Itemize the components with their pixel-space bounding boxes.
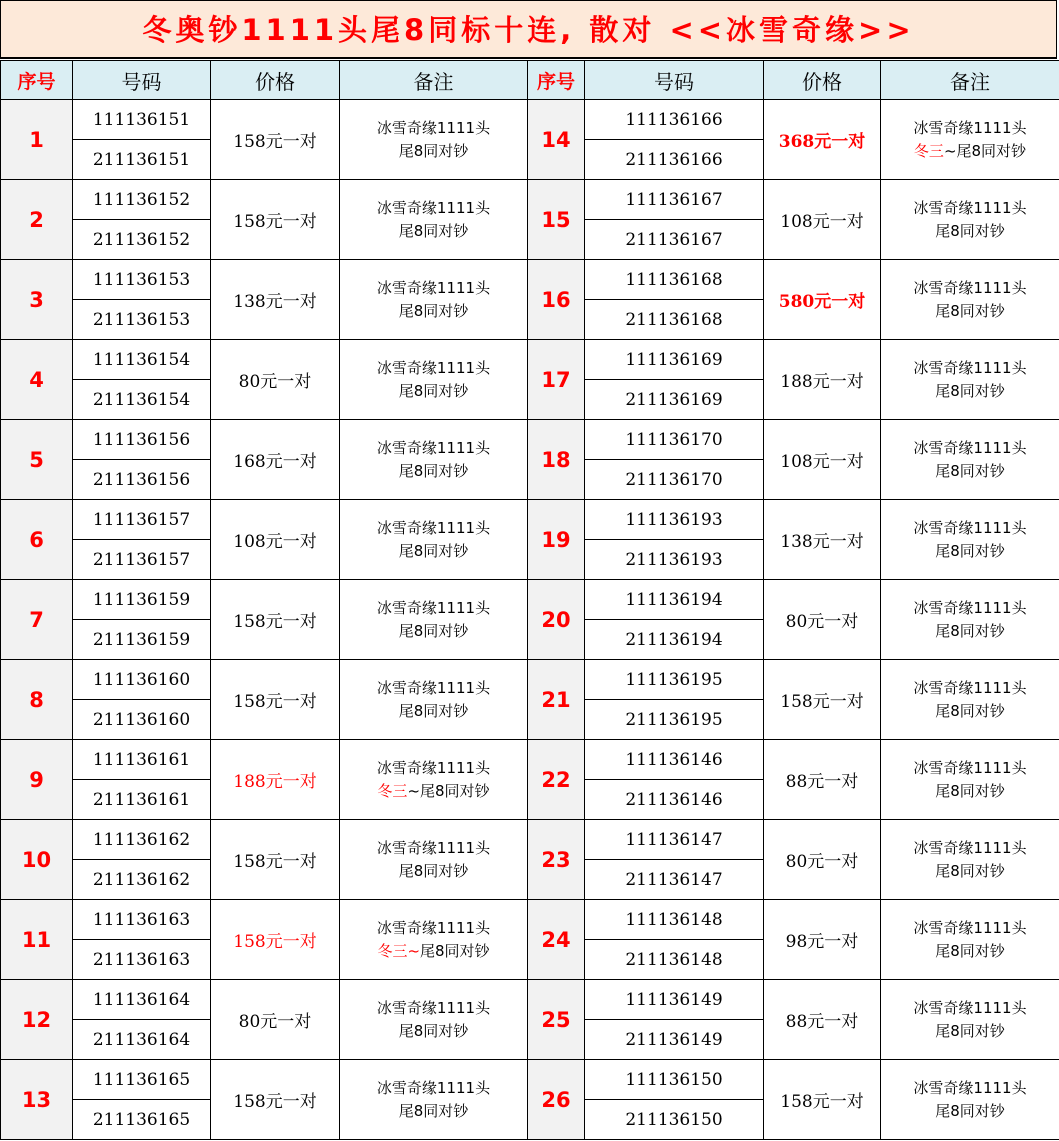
row-seq: 21 [528,660,585,740]
row-seq: 14 [528,100,585,180]
row-seq: 1 [1,100,73,180]
serial-number: 211136160 [73,700,211,740]
note-text: 尾8同对钞 [398,381,469,400]
note-line-2 [881,860,1059,883]
row-seq: 11 [1,900,73,980]
note-line-2 [881,620,1059,643]
serial-number: 211136170 [585,460,764,500]
price-cell: 98元一对 [764,900,881,980]
note-line-2 [881,380,1059,403]
serial-number: 111136195 [585,660,764,700]
note-line-1: 冰雪奇缘1111头 [376,518,491,537]
header-seq-left: 序号 [1,61,73,100]
note-line-2 [881,140,1059,163]
serial-number: 111136194 [585,580,764,620]
price-cell: 188元一对 [211,740,340,820]
serial-number: 111136161 [73,740,211,780]
table-row [1,580,1059,620]
serial-number: 211136157 [73,540,211,580]
row-seq: 7 [1,580,73,660]
table-row [1,180,1059,220]
serial-number: 111136146 [585,740,764,780]
price-cell: 158元一对 [211,180,340,260]
note-cell [881,980,1059,1060]
serial-number: 211136164 [73,1020,211,1060]
note-text: 尾8同对钞 [935,861,1005,880]
note-highlight: 冬三 [377,781,408,800]
price-cell: 158元一对 [211,580,340,660]
note-text: 尾8同对钞 [398,541,469,560]
note-text: 尾8同对钞 [935,221,1005,240]
note-text: 尾8同对钞 [420,941,490,960]
header-note-left: 备注 [340,61,528,100]
header-number-right: 号码 [585,61,764,100]
note-cell [881,260,1059,340]
row-seq: 23 [528,820,585,900]
note-text: 尾8同对钞 [935,781,1005,800]
note-text: 尾8同对钞 [935,1101,1005,1120]
note-highlight: 冬三 [913,141,944,160]
note-text: 尾8同对钞 [398,701,469,720]
note-text: 尾8同对钞 [935,381,1005,400]
note-line-1: 冰雪奇缘1111头 [913,758,1027,777]
row-seq: 9 [1,740,73,820]
note-line-1: 冰雪奇缘1111头 [376,758,491,777]
serial-number: 211136163 [73,940,211,980]
serial-number: 111136156 [73,420,211,460]
price-cell: 108元一对 [211,500,340,580]
note-cell [881,180,1059,260]
note-cell [881,420,1059,500]
note-line-1: 冰雪奇缘1111头 [913,598,1027,617]
serial-number: 111136162 [73,820,211,860]
note-cell [340,740,528,820]
serial-number: 211136149 [585,1020,764,1060]
note-cell [881,340,1059,420]
serial-number: 111136193 [585,500,764,540]
row-seq: 17 [528,340,585,420]
note-line-1: 冰雪奇缘1111头 [376,838,491,857]
note-line-1: 冰雪奇缘1111头 [376,118,491,137]
note-line-1: 冰雪奇缘1111头 [913,678,1027,697]
price-cell: 80元一对 [764,820,881,900]
table-row [1,820,1059,860]
note-line-1: 冰雪奇缘1111头 [376,998,491,1017]
price-cell: 158元一对 [211,820,340,900]
note-text: 尾8同对钞 [398,621,469,640]
serial-number: 111136168 [585,260,764,300]
note-line-1: 冰雪奇缘1111头 [913,838,1027,857]
header-row [1,61,1059,100]
price-cell: 158元一对 [211,1060,340,1140]
serial-number: 111136163 [73,900,211,940]
note-line-2 [881,220,1059,243]
price-cell: 108元一对 [764,420,881,500]
note-cell [340,500,528,580]
note-cell [340,100,528,180]
price-cell: 188元一对 [764,340,881,420]
note-cell [881,900,1059,980]
serial-number: 111136165 [73,1060,211,1100]
note-text: 尾8同对钞 [398,141,469,160]
serial-number: 111136152 [73,180,211,220]
price-cell: 88元一对 [764,740,881,820]
note-line-2 [340,140,527,163]
note-line-2 [340,1020,527,1043]
note-line-2 [881,460,1059,483]
serial-number: 111136150 [585,1060,764,1100]
note-cell [340,180,528,260]
row-seq: 4 [1,340,73,420]
note-line-1: 冰雪奇缘1111头 [376,198,491,217]
note-text: 尾8同对钞 [398,1021,469,1040]
note-line-2 [881,300,1059,323]
note-line-1: 冰雪奇缘1111头 [376,438,491,457]
price-cell: 88元一对 [764,980,881,1060]
note-line-1: 冰雪奇缘1111头 [913,278,1027,297]
serial-number: 111136159 [73,580,211,620]
note-line-2 [340,540,527,563]
note-cell [340,260,528,340]
row-seq: 15 [528,180,585,260]
serial-number: 111136148 [585,900,764,940]
price-cell: 108元一对 [764,180,881,260]
serial-number: 111136169 [585,340,764,380]
serial-number: 211136168 [585,300,764,340]
price-cell: 580元一对 [764,260,881,340]
note-cell [881,740,1059,820]
serial-number: 111136147 [585,820,764,860]
price-cell: 158元一对 [211,100,340,180]
row-seq: 5 [1,420,73,500]
serial-number: 211136159 [73,620,211,660]
note-text: 尾8同对钞 [398,221,469,240]
note-line-2 [340,220,527,243]
note-line-2 [340,940,527,963]
note-cell [340,900,528,980]
header-note-right: 备注 [881,61,1059,100]
note-cell [881,500,1059,580]
serial-number: 111136167 [585,180,764,220]
note-line-1: 冰雪奇缘1111头 [376,1078,491,1097]
table-body [1,100,1059,1140]
note-cell [340,580,528,660]
note-line-2 [340,300,527,323]
serial-number: 211136146 [585,780,764,820]
note-line-2 [340,620,527,643]
serial-number: 211136151 [73,140,211,180]
note-text: 尾8同对钞 [935,621,1005,640]
serial-number: 211136161 [73,780,211,820]
header-number-left: 号码 [73,61,211,100]
price-cell: 80元一对 [211,340,340,420]
serial-number: 211136148 [585,940,764,980]
serial-number: 111136164 [73,980,211,1020]
serial-number: 111136157 [73,500,211,540]
note-highlight: 冬三~ [377,941,421,960]
table-row [1,980,1059,1020]
note-line-1: 冰雪奇缘1111头 [376,278,491,297]
header-price-right: 价格 [764,61,881,100]
note-cell [881,660,1059,740]
row-seq: 25 [528,980,585,1060]
table-row [1,420,1059,460]
note-cell [340,420,528,500]
note-line-2 [881,780,1059,803]
note-line-2 [881,1100,1059,1123]
serial-number: 211136169 [585,380,764,420]
serial-number: 111136160 [73,660,211,700]
note-text: 尾8同对钞 [398,301,469,320]
note-line-2 [881,1020,1059,1043]
note-line-1: 冰雪奇缘1111头 [376,678,491,697]
note-line-2 [881,940,1059,963]
serial-number: 111136151 [73,100,211,140]
price-cell: 138元一对 [764,500,881,580]
price-cell: 158元一对 [764,660,881,740]
serial-number: 211136193 [585,540,764,580]
note-line-1: 冰雪奇缘1111头 [913,438,1027,457]
price-cell: 158元一对 [764,1060,881,1140]
note-line-2 [340,700,527,723]
note-line-2 [340,860,527,883]
note-cell [340,660,528,740]
note-line-1: 冰雪奇缘1111头 [913,1078,1027,1097]
serial-number: 211136162 [73,860,211,900]
note-line-1: 冰雪奇缘1111头 [913,118,1027,137]
table-row [1,1060,1059,1100]
note-text: ~尾8同对钞 [407,781,490,800]
note-cell [340,820,528,900]
note-text: 尾8同对钞 [935,461,1005,480]
price-cell: 158元一对 [211,900,340,980]
price-cell: 80元一对 [211,980,340,1060]
serial-number: 211136154 [73,380,211,420]
header-seq-right: 序号 [528,61,585,100]
row-seq: 6 [1,500,73,580]
row-seq: 2 [1,180,73,260]
note-cell [340,340,528,420]
serial-number: 211136156 [73,460,211,500]
serial-number: 111136154 [73,340,211,380]
row-seq: 13 [1,1060,73,1140]
note-line-1: 冰雪奇缘1111头 [376,358,491,377]
header-price-left: 价格 [211,61,340,100]
table-row [1,900,1059,940]
note-line-2 [340,1100,527,1123]
note-line-1: 冰雪奇缘1111头 [913,918,1027,937]
row-seq: 18 [528,420,585,500]
note-line-1: 冰雪奇缘1111头 [913,358,1027,377]
serial-number: 211136166 [585,140,764,180]
serial-number: 211136194 [585,620,764,660]
serial-number: 111136170 [585,420,764,460]
table-row [1,660,1059,700]
note-text: ~尾8同对钞 [943,141,1027,160]
row-seq: 10 [1,820,73,900]
table-row [1,500,1059,540]
serial-number: 211136150 [585,1100,764,1140]
serial-number: 211136147 [585,860,764,900]
note-text: 尾8同对钞 [935,541,1005,560]
serial-number: 211136167 [585,220,764,260]
serial-number: 211136165 [73,1100,211,1140]
note-cell [881,820,1059,900]
note-cell [881,1060,1059,1140]
note-line-2 [881,540,1059,563]
serial-number: 111136149 [585,980,764,1020]
note-text: 尾8同对钞 [935,301,1005,320]
table-row [1,100,1059,140]
note-text: 尾8同对钞 [398,461,469,480]
note-text: 尾8同对钞 [398,1101,469,1120]
serial-number: 211136152 [73,220,211,260]
price-cell: 158元一对 [211,660,340,740]
serial-number: 111136153 [73,260,211,300]
serial-number: 211136153 [73,300,211,340]
serial-number: 111136166 [585,100,764,140]
price-table [0,60,1059,1140]
price-cell: 368元一对 [764,100,881,180]
note-text: 尾8同对钞 [935,701,1005,720]
note-line-2 [881,700,1059,723]
note-text: 尾8同对钞 [935,941,1005,960]
row-seq: 3 [1,260,73,340]
table-row [1,740,1059,780]
price-cell: 168元一对 [211,420,340,500]
price-cell: 80元一对 [764,580,881,660]
row-seq: 8 [1,660,73,740]
note-line-2 [340,780,527,803]
note-line-2 [340,380,527,403]
row-seq: 20 [528,580,585,660]
note-line-1: 冰雪奇缘1111头 [913,198,1027,217]
note-line-1: 冰雪奇缘1111头 [913,518,1027,537]
row-seq: 12 [1,980,73,1060]
price-cell: 138元一对 [211,260,340,340]
note-text: 尾8同对钞 [398,861,469,880]
note-cell [881,100,1059,180]
note-cell [340,980,528,1060]
row-seq: 26 [528,1060,585,1140]
note-text: 尾8同对钞 [935,1021,1005,1040]
note-cell [340,1060,528,1140]
note-line-2 [340,460,527,483]
note-cell [881,580,1059,660]
note-line-1: 冰雪奇缘1111头 [376,598,491,617]
table-row [1,260,1059,300]
note-line-1: 冰雪奇缘1111头 [913,998,1027,1017]
serial-number: 211136195 [585,700,764,740]
row-seq: 22 [528,740,585,820]
sheet-title: 冬奥钞1111头尾8同标十连, 散对 <<冰雪奇缘>> [0,0,1057,59]
row-seq: 19 [528,500,585,580]
table-row [1,340,1059,380]
row-seq: 16 [528,260,585,340]
row-seq: 24 [528,900,585,980]
note-line-1: 冰雪奇缘1111头 [376,918,491,937]
